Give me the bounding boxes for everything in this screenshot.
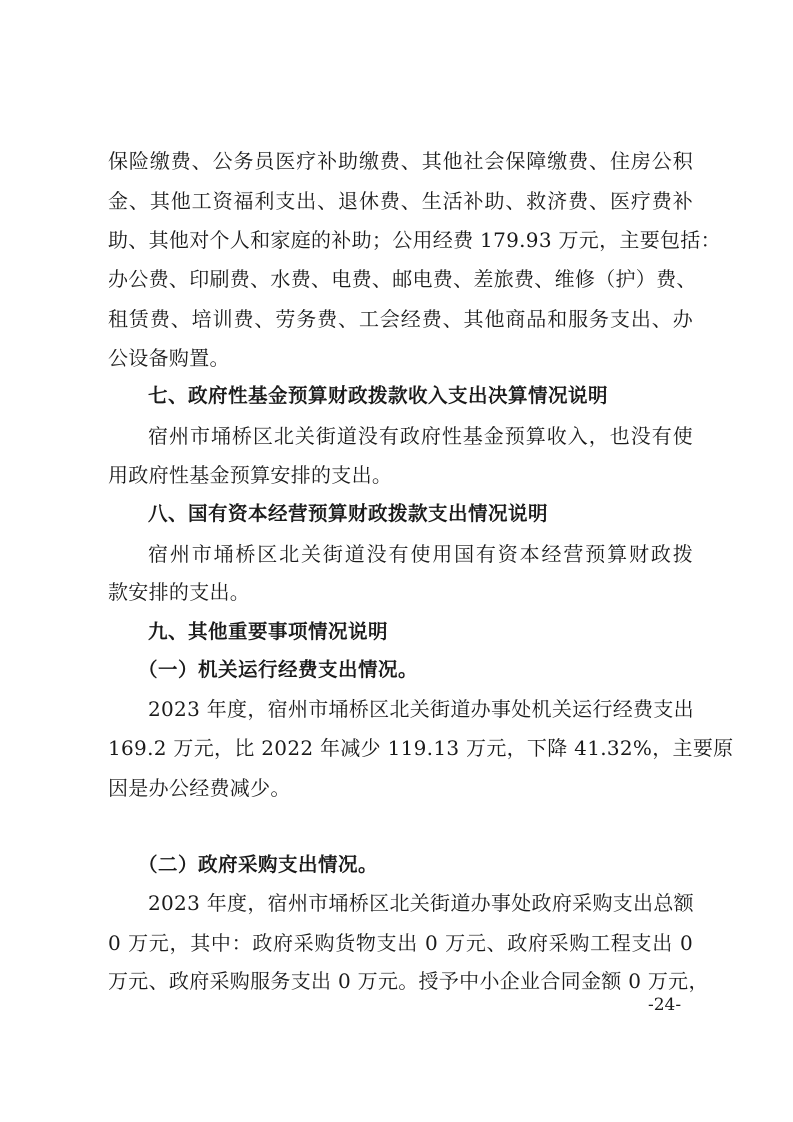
section-heading-9: 九、其他重要事项情况说明 bbox=[148, 620, 389, 643]
paragraph-line: 因是办公经费减少。 bbox=[108, 776, 291, 800]
paragraph-line: 用政府性基金预算安排的支出。 bbox=[108, 463, 393, 487]
subsection-heading-2: （二）政府采购支出情况。 bbox=[138, 853, 379, 876]
section-heading-7: 七、政府性基金预算财政拨款收入支出决算情况说明 bbox=[148, 384, 609, 407]
paragraph-line: 宿州市埇桥区北关街道没有使用国有资本经营预算财政拨 bbox=[148, 542, 693, 566]
paragraph-line: 保险缴费、公务员医疗补助缴费、其他社会保障缴费、住房公积 bbox=[108, 149, 693, 173]
paragraph-line: 办公费、印刷费、水费、电费、邮电费、差旅费、维修（护）费、 bbox=[108, 267, 697, 291]
paragraph-line: 金、其他工资福利支出、退休费、生活补助、救济费、医疗费补 bbox=[108, 189, 693, 213]
paragraph-line: 款安排的支出。 bbox=[108, 580, 251, 604]
page-number: -24- bbox=[648, 995, 682, 1015]
paragraph-line: 0 万元，其中：政府采购货物支出 0 万元、政府采购工程支出 0 bbox=[108, 931, 693, 955]
paragraph-line: 万元、政府采购服务支出 0 万元。授予中小企业合同金额 0 万元， bbox=[108, 969, 709, 993]
paragraph-line: 2023 年度，宿州市埇桥区北关街道办事处机关运行经费支出 bbox=[148, 697, 694, 721]
paragraph-line: 助、其他对个人和家庭的补助；公用经费 179.93 万元，主要包括： bbox=[108, 228, 721, 252]
paragraph-line: 宿州市埇桥区北关街道没有政府性基金预算收入，也没有使 bbox=[148, 424, 693, 448]
section-heading-8: 八、国有资本经营预算财政拨款支出情况说明 bbox=[148, 502, 549, 525]
paragraph-line: 公设备购置。 bbox=[108, 346, 230, 370]
subsection-heading-1: （一）机关运行经费支出情况。 bbox=[138, 658, 419, 681]
paragraph-line: 2023 年度，宿州市埇桥区北关街道办事处政府采购支出总额 bbox=[148, 891, 694, 915]
paragraph-line: 租赁费、培训费、劳务费、工会经费、其他商品和服务支出、办 bbox=[108, 307, 693, 331]
paragraph-line: 169.2 万元，比 2022 年减少 119.13 万元，下降 41.32%，主要原 bbox=[108, 736, 734, 760]
